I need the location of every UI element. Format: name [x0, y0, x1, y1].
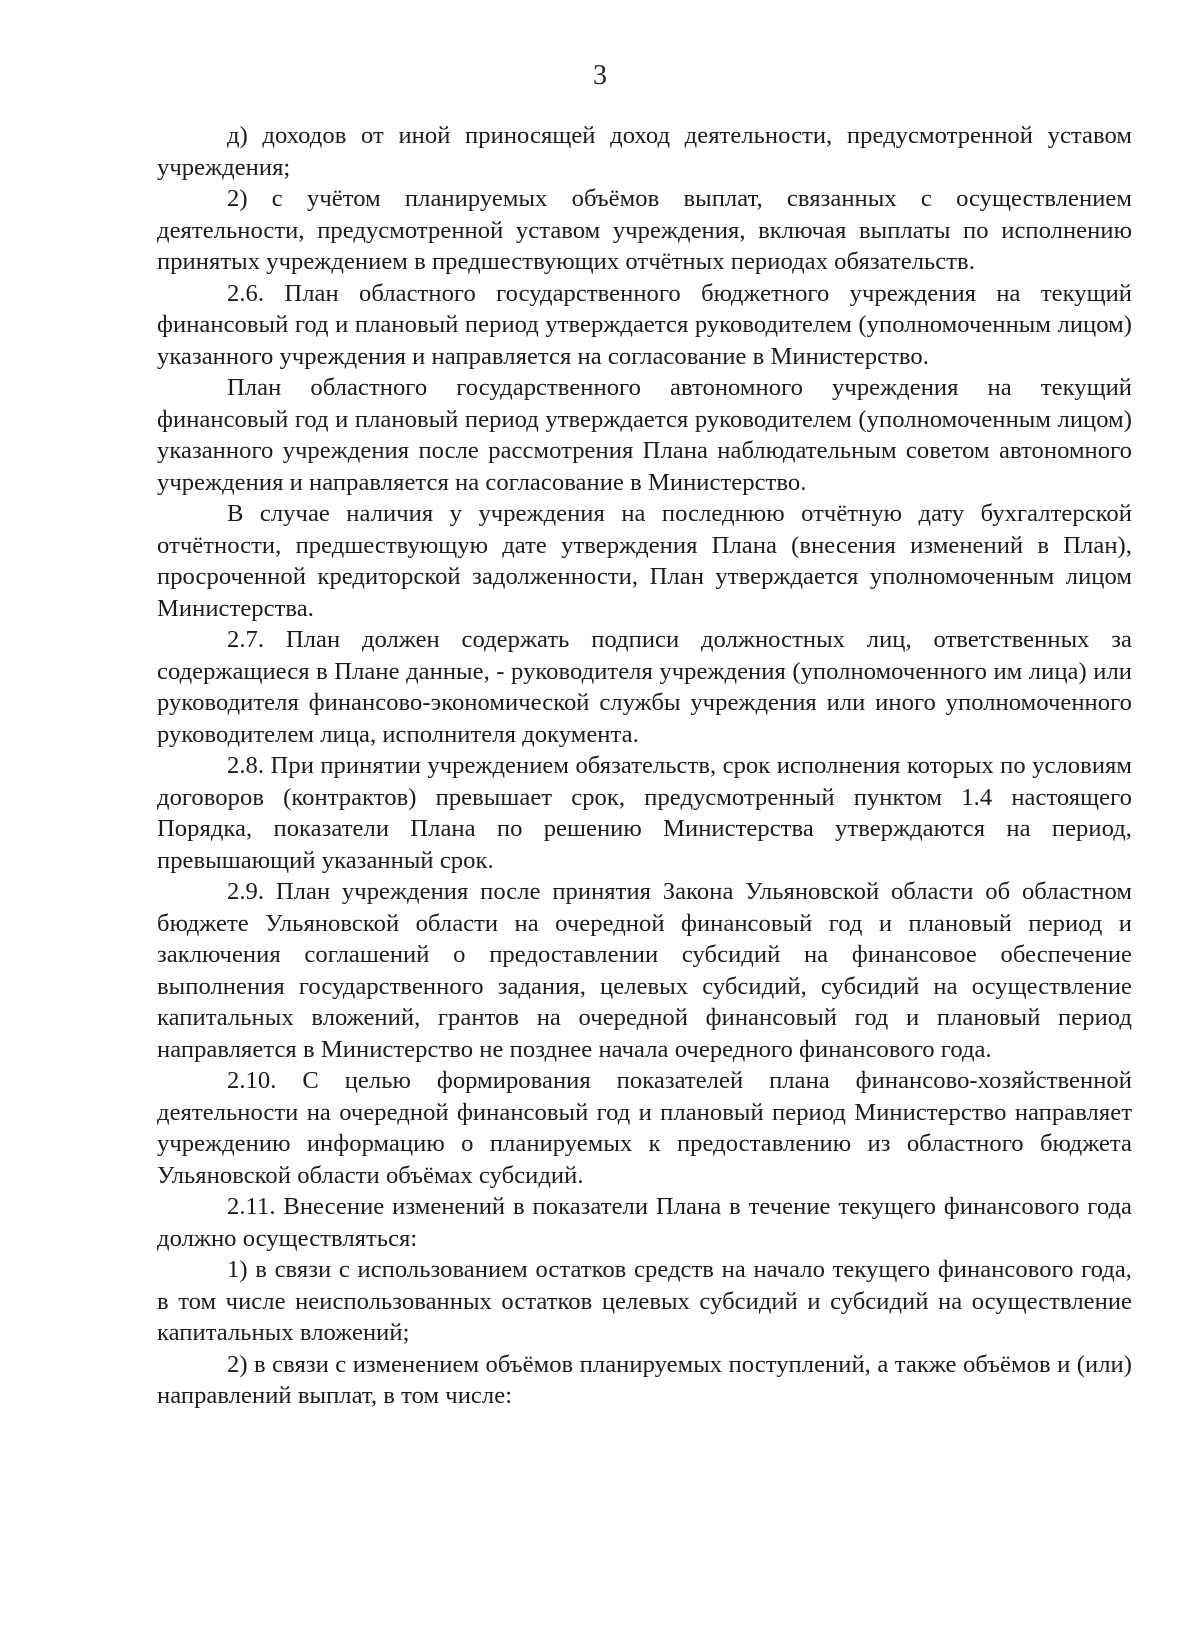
paragraph-5: В случае наличия у учреждения на последнюю отчётную дату бухгалтерской отчётности, предшествующую дате утверждения Плана (внесения изменений в План), просроченной кредиторской задолженности, План утверждается уполномоченным лицом Министерства. — [157, 500, 1132, 622]
paragraph-12: 2) в связи с изменением объёмов планируемых поступлений, а также объёмов и (или) направлений выплат, в том числе: — [157, 1350, 1132, 1409]
paragraph-3: 2.6. План областного государственного бюджетного учреждения на текущий финансовый год и плановый период утверждается руководителем (уполномоченным лицом) указанного учреждения и направляется на согласование в Министерство. — [157, 279, 1132, 370]
paragraph-1: д) доходов от иной приносящей доход деятельности, предусмотренной уставом учреждения; — [157, 122, 1132, 181]
paragraph-7: 2.8. При принятии учреждением обязательств, срок исполнения которых по условиям договоров (контрактов) превышает срок, предусмотренный пунктом 1.4 настоящего Порядка, показатели Плана по решению Министерства утверждаются на период, превышающий указанный срок. — [157, 752, 1132, 874]
paragraph-6: 2.7. План должен содержать подписи должностных лиц, ответственных за содержащиеся в Плане данные, - руководителя учреждения (уполномоченного им лица) или руководителя финансово-экономической службы учреждения или иного уполномоченного руководителем лица, исполнителя документа. — [157, 626, 1132, 748]
paragraph-10: 2.11. Внесение изменений в показатели Плана в течение текущего финансового года должно осуществляться: — [157, 1193, 1132, 1252]
document-body — [157, 120, 1132, 1412]
paragraph-11: 1) в связи с использованием остатков средств на начало текущего финансового года, в том числе неиспользованных остатков целевых субсидий и субсидий на осуществление капитальных вложений; — [157, 1256, 1132, 1346]
paragraph-9: 2.10. С целью формирования показателей плана финансово-хозяйственной деятельности на очередной финансовый год и плановый период Министерство направляет учреждению информацию о планируемых к предоставлению из областного бюджета Ульяновской области объёмах субсидий. — [157, 1067, 1132, 1189]
paragraph-2: 2) с учётом планируемых объёмов выплат, связанных с осуществлением деятельности, предусмотренной уставом учреждения, включая выплаты по исполнению принятых учреждением в предшествующих отчётных периодах обязательств. — [157, 185, 1132, 275]
paragraph-8: 2.9. План учреждения после принятия Закона Ульяновской области об областном бюджете Ульяновской области на очередной финансовый год и плановый период и заключения соглашений о предоставлении субсидий на финансовое обеспечение выполнения государственного задания, целевых субсидий, субсидий на осуществление капитальных вложений, грантов на очередной финансовый год и плановый период направляется в Министерство не позднее начала очередного финансового года. — [157, 878, 1132, 1063]
paragraph-4: План областного государственного автономного учреждения на текущий финансовый год и плановый период утверждается руководителем (уполномоченным лицом) указанного учреждения после рассмотрения Плана наблюдательным советом автономного учреждения и направляется на согласование в Министерство. — [157, 374, 1132, 496]
page-number: 3 — [593, 60, 607, 91]
